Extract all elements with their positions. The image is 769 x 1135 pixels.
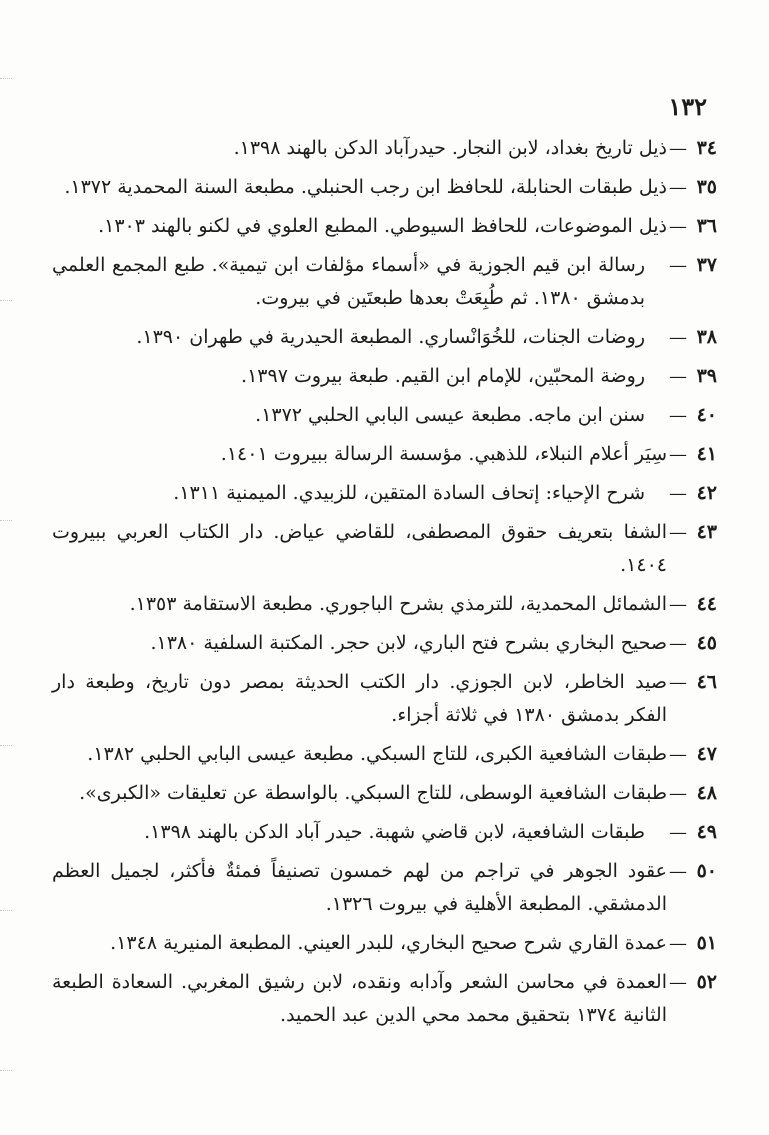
entry-number: ٣٧	[696, 254, 717, 276]
entry-number: ٤٠	[696, 404, 717, 426]
entry-text: روضات الجنات، للخُوَانْساري. المطبعة الحيدرية في طهران ١٣٩٠.	[136, 326, 645, 348]
bibliography-entry	[52, 738, 717, 771]
entry-text: طبقات الشافعية الوسطى، للتاج السبكي. بالواسطة عن تعليقات «الكبرى».	[79, 782, 667, 804]
entry-text: ذيل طبقات الحنابلة، للحافظ ابن رجب الحنبلي. مطبعة السنة المحمدية ١٣٧٢.	[64, 176, 667, 198]
bibliography-entry	[52, 360, 717, 393]
entry-dash: —	[669, 255, 687, 276]
bibliography-entry	[52, 438, 717, 471]
entry-text: سنن ابن ماجه. مطبعة عيسى البابي الحلبي ١٣٧٢.	[255, 404, 645, 426]
entry-number: ٤٧	[696, 743, 717, 765]
entry-dash: —	[669, 483, 687, 504]
bibliography-entry	[52, 627, 717, 660]
entry-dash: —	[669, 216, 687, 237]
bibliography-entry	[52, 477, 717, 510]
entry-dash: —	[669, 522, 687, 543]
entry-dash: —	[669, 633, 687, 654]
entry-text: صيد الخاطر، لابن الجوزي. دار الكتب الحديثة بمصر دون تاريخ، وطبعة دار الفكر بدمشق ١٣٨٠ في ثلاثة أجزاء.	[52, 671, 667, 726]
entry-dash: —	[669, 138, 687, 159]
entry-dash: —	[669, 327, 687, 348]
entry-dash: —	[669, 444, 687, 465]
page-number: ١٣٢	[668, 92, 707, 121]
entry-dash: —	[669, 783, 687, 804]
entry-text: صحيح البخاري بشرح فتح الباري، لابن حجر. المكتبة السلفية ١٣٨٠.	[150, 632, 667, 654]
margin-mark	[0, 1070, 12, 1071]
entry-number: ٤٣	[696, 521, 717, 543]
entry-text: ذيل الموضوعات، للحافظ السيوطي. المطبع العلوي في لكنو بالهند ١٣٠٣.	[98, 215, 667, 237]
bibliography-entry	[52, 666, 717, 732]
entry-text: العمدة في محاسن الشعر وآدابه ونقده، لابن رشيق المغربي. السعادة الطبعة الثانية ١٣٧٤ بتحقيق محمد محي الدين عبد الحميد.	[52, 971, 667, 1026]
bibliography-entry	[52, 927, 717, 960]
entry-number: ٣٨	[696, 326, 717, 348]
entry-dash: —	[669, 594, 687, 615]
entry-text: الشفا بتعريف حقوق المصطفى، للقاضي عياض. دار الكتاب العربي ببيروت ١٤٠٤.	[52, 521, 667, 576]
entry-number: ٣٦	[696, 215, 717, 237]
bibliography-entry	[52, 816, 717, 849]
entry-number: ٥١	[696, 932, 717, 954]
bibliography-entry	[52, 171, 717, 204]
bibliography-entry	[52, 966, 717, 1032]
bibliography-entry	[52, 321, 717, 354]
bibliography-entry	[52, 399, 717, 432]
margin-mark	[0, 745, 12, 746]
entry-number: ٥٢	[696, 971, 717, 993]
entry-dash: —	[669, 366, 687, 387]
entry-text: رسالة ابن قيم الجوزية في «أسماء مؤلفات ابن تيمية». طبع المجمع العلمي بدمشق ١٣٨٠. ثم طُبِعَتْ بعدها طبعتَين في بيروت.	[52, 254, 645, 309]
entry-dash: —	[669, 672, 687, 693]
entry-text: ذيل تاريخ بغداد، لابن النجار. حيدرآباد الدكن بالهند ١٣٩٨.	[233, 137, 667, 159]
entry-text: طبقات الشافعية، لابن قاضي شهبة. حيدر آباد الدكن بالهند ١٣٩٨.	[144, 821, 645, 843]
entry-number: ٤٦	[696, 671, 717, 693]
entry-dash: —	[669, 972, 687, 993]
entry-dash: —	[669, 933, 687, 954]
bibliography-entry	[52, 855, 717, 921]
margin-mark	[0, 78, 12, 79]
bibliography-entry	[52, 210, 717, 243]
entry-number: ٤٨	[696, 782, 717, 804]
entry-number: ٤١	[696, 443, 717, 465]
bibliography-entry	[52, 777, 717, 810]
bibliography-entry	[52, 516, 717, 582]
margin-mark	[0, 520, 12, 521]
entry-text: عمدة القاري شرح صحيح البخاري، للبدر العيني. المطبعة المنيرية ١٣٤٨.	[110, 932, 667, 954]
bibliography-entry	[52, 249, 717, 315]
entry-dash: —	[669, 744, 687, 765]
entry-dash: —	[669, 822, 687, 843]
entry-text: سِيَر أعلام النبلاء، للذهبي. مؤسسة الرسالة ببيروت ١٤٠١.	[220, 443, 667, 465]
entry-number: ٤٤	[696, 593, 717, 615]
bibliography-entry	[52, 132, 717, 165]
entry-number: ٣٩	[696, 365, 717, 387]
entry-text: عقود الجوهر في تراجم من لهم خمسون تصنيفاً فمئةٌ فأكثر، لجميل العظم الدمشقي. المطبعة الأهلية في بيروت ١٣٢٦.	[52, 860, 667, 915]
bibliography-entry	[52, 588, 717, 621]
entry-number: ٥٠	[696, 860, 717, 882]
entry-number: ٣٥	[696, 176, 717, 198]
entry-number: ٤٥	[696, 632, 717, 654]
entry-text: الشمائل المحمدية، للترمذي بشرح الباجوري. مطبعة الاستقامة ١٣٥٣.	[129, 593, 667, 615]
margin-mark	[0, 300, 12, 301]
entry-number: ٤٩	[696, 821, 717, 843]
entry-dash: —	[669, 861, 687, 882]
entry-dash: —	[669, 405, 687, 426]
bibliography-list	[52, 132, 717, 1038]
entry-number: ٣٤	[696, 137, 717, 159]
entry-number: ٤٢	[696, 482, 717, 504]
entry-dash: —	[669, 177, 687, 198]
entry-text: شرح الإحياء: إتحاف السادة المتقين، للزبيدي. الميمنية ١٣١١.	[173, 482, 645, 504]
entry-text: روضة المحبّين، للإمام ابن القيم. طبعة بيروت ١٣٩٧.	[241, 365, 645, 387]
entry-text: طبقات الشافعية الكبرى، للتاج السبكي. مطبعة عيسى البابي الحلبي ١٣٨٢.	[87, 743, 667, 765]
margin-mark	[0, 910, 12, 911]
